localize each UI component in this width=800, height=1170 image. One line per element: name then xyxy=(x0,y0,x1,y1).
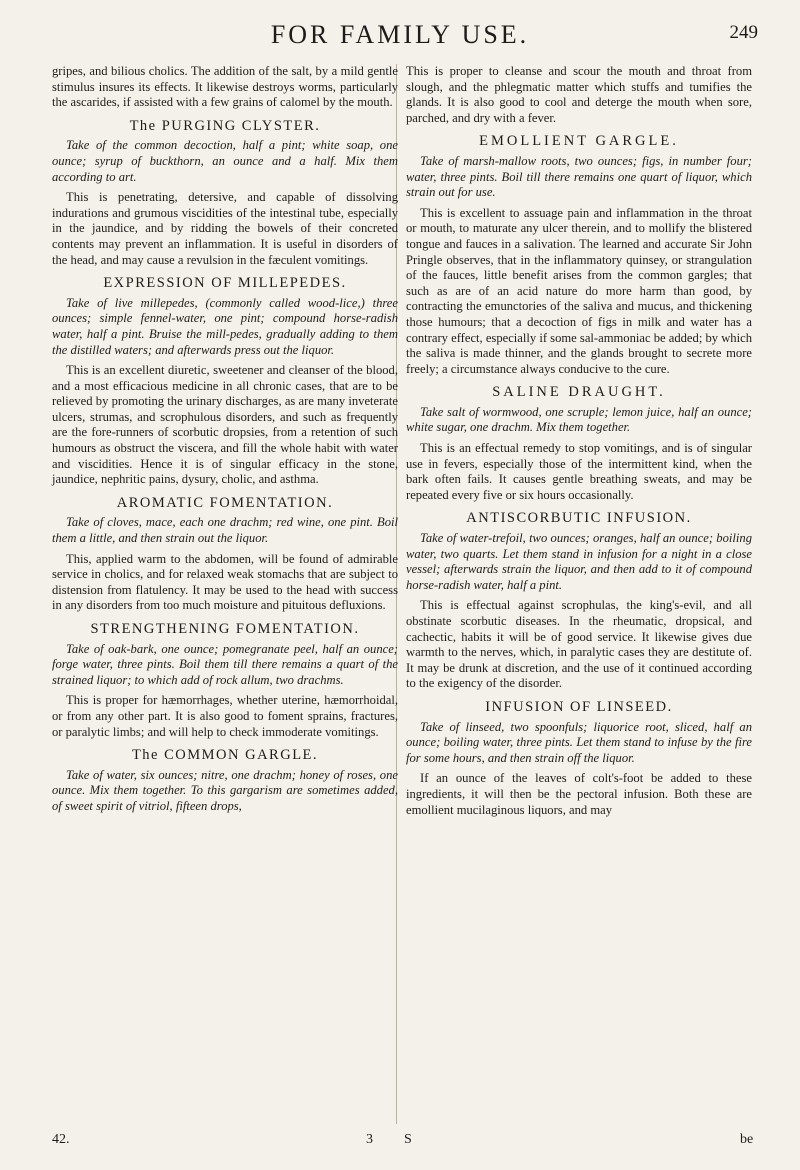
catchword: be xyxy=(740,1132,754,1147)
section-heading: EMOLLIENT GARGLE. xyxy=(479,133,679,150)
left-column xyxy=(52,64,398,820)
recipe: Take of the common decoction, half a pint; white soap, one ounce; syrup of buckthorn, an ounce and a half. Mix them according to art. xyxy=(52,138,398,184)
section-heading: AROMATIC FOMENTATION. xyxy=(116,494,334,511)
paragraph: This is effectual against scrophulas, the king's-evil, and all obstinate scorbutic diseases. In the rheumatic, dropsical, and cachectic, habits it will be of good service. It likewise gives due warmth to the nerves, which, in paralytic cases they are destitute of. It may be drunk at discretion, and the use of it continued according to the exigency of the disorder. xyxy=(406,598,752,691)
section-heading: INFUSION OF LINSEED. xyxy=(485,698,673,715)
recipe: Take salt of wormwood, one scruple; lemon juice, half an ounce; white sugar, one drachm. Mix them together. xyxy=(406,404,752,435)
signature-mark: S xyxy=(404,1132,412,1147)
recipe: Take of linseed, two spoonfuls; liquorice root, sliced, half an ounce; boiling water, three pints. Let them stand to infuse by the fire for some hours, and then strain off the liquor. xyxy=(406,719,752,765)
recipe: Take of cloves, mace, each one drachm; red wine, one pint. Boil them a little, and then strain out the liquor. xyxy=(52,515,398,546)
recipe: Take of marsh-mallow roots, two ounces; figs, in number four; water, three pints. Boil till there remains one quart of liquor, which strain out for use. xyxy=(406,153,752,200)
paragraph: This is excellent to assuage pain and inflammation in the throat or mouth, to maturate any ulcer therein, and to mollify the blistered tongue and fauces in a salivation. The learned and accurate Sir John Pringle observes, that in the inflammatory quinsey, or strangulation of the fauces, little benefit arises from the common gargles; that such as are of an acid nature do more harm than good, by contracting the emunctories of the saliva and mucus, and thickening those humours; that a decoction of figs in milk and water has a contrary effect, especially if some sal-ammoniac be added; by which the saliva is made thinner, and the glands brought to secrete more freely; a circumstance always conducive to the cure. xyxy=(406,205,752,376)
running-head xyxy=(0,18,800,58)
paragraph: This is an excellent diuretic, sweetener and cleanser of the blood, and a most efficacious medicine in all chronic cases, that are to be relieved by promoting the urinary discharges, as are many inveterate ulcers, strumas, and scrophulous disorders, and such as frequently are the fore-runners of scorbutic dropsies, from a retention of such humours as obstruct the viscera, and fill the whole habit with water and viscidities. Hence it is of singular efficacy in the stone, jaundice, nephritic pains, dysury, cholic, and asthma. xyxy=(52,363,398,487)
recipe: Take of oak-bark, one ounce; pomegranate peel, half an ounce; forge water, three pints. Boil them till there remains a quart of the strained liquor; to which add of rock allum, two drachms. xyxy=(52,641,398,687)
page-footer xyxy=(0,1132,800,1156)
recipe: Take of water-trefoil, two ounces; oranges, half an ounce; boiling water, two quarts. Let them stand in infusion for a night in a close vessel; afterwards strain the liquor, and then add to it of compound horse-radish water, half a pint. xyxy=(406,531,752,592)
section-heading: ANTISCORBUTIC INFUSION. xyxy=(466,510,692,527)
section-heading: The COMMON GARGLE. xyxy=(131,747,319,764)
paragraph: This is proper for hæmorrhages, whether uterine, hæmorrhoidal, or from any other part. It is also good to foment sprains, fractures, or paralytic limbs; and will help to check immoderate vomitings. xyxy=(52,693,398,739)
signature-mark: 3 xyxy=(366,1132,373,1147)
paragraph: This is penetrating, detersive, and capable of dissolving indurations and grumous viscidities of the intestinal tube, especially in the jaundice, and by ridding the bowels of their concreted contents may prevent an inflammation. It is useful in disorders of the head, and may cause a revulsion in the fæculent vomitings. xyxy=(52,190,398,267)
right-column xyxy=(406,64,752,823)
paragraph: gripes, and bilious cholics. The addition of the salt, by a mild gentle stimulus insures its effects. It likewise destroys worms, particularly the ascarides, if assisted with a few grains of calomel by the mouth. xyxy=(52,64,398,110)
paragraph: If an ounce of the leaves of colt's-foot be added to these ingredients, it will then be the pectoral infusion. Both these are emollient mucilaginous liquors, and may xyxy=(406,771,752,817)
paragraph: This is an effectual remedy to stop vomitings, and is of singular use in fevers, especially those of the intermittent kind, when the bark often fails. It causes gentle breathing sweats, and may be repeated every five or six hours occasionally. xyxy=(406,441,752,502)
recipe: Take of live millepedes, (commonly called wood-lice,) three ounces; simple fennel-water, one pint; compound horse-radish water, half a pint. Bruise the mill-pedes, gradually adding to them the distilled waters; and afterwards press out the liquor. xyxy=(52,295,398,357)
page-number: 249 xyxy=(729,22,758,43)
paragraph: This, applied warm to the abdomen, will be found of admirable service in cholics, and for relaxed weak stomachs that are subject to distension from flatulency. It may be used to the head with success in any disorders from too much moisture and pituitous defluxions. xyxy=(52,551,398,613)
section-heading: SALINE DRAUGHT. xyxy=(492,384,666,401)
signature-mark: 42. xyxy=(52,1132,70,1147)
section-heading: EXPRESSION OF MILLEPEDES. xyxy=(103,275,347,292)
recipe: Take of water, six ounces; nitre, one drachm; honey of roses, one ounce. Mix them together. To this gargarism are sometimes added, of sweet spirit of vitriol, fifteen drops, xyxy=(52,767,398,813)
running-title: FOR FAMILY USE. xyxy=(270,20,530,49)
paragraph: This is proper to cleanse and scour the mouth and throat from slough, and the phlegmatic matter which stuffs and tumifies the glands. It is also good to cool and deterge the mouth when sore, parched, and dry with a fever. xyxy=(406,64,752,125)
section-heading: The PURGING CLYSTER. xyxy=(129,117,321,134)
section-heading: STRENGTHENING FOMENTATION. xyxy=(90,621,360,637)
